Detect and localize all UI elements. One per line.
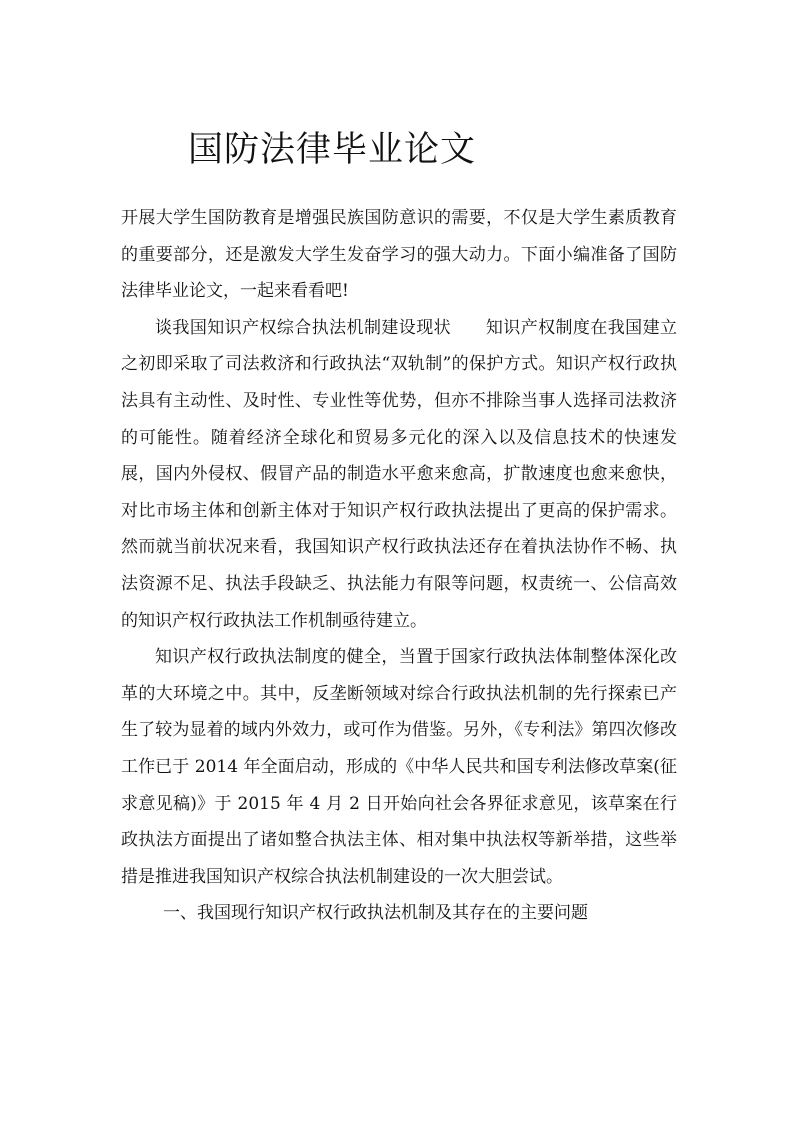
document-title: 国防法律毕业论文 <box>188 130 477 170</box>
intro-paragraph: 开展大学生国防教育是增强民族国防意识的需要，不仅是大学生素质教育的重要部分，还是激发大学生发奋学习的强大动力。下面小编准备了国防法律毕业论文，一起来看看吧! <box>121 208 677 302</box>
body-paragraph-status: 谈我国知识产权综合执法机制建设现状 知识产权制度在我国建立之初即采取了司法救济和行政执法“双轨制”的保护方式。知识产权行政执法具有主动性、及时性、专业性等优势，但亦不排除当事人选择司法救济的可能性。随着经济全球化和贸易多元化的深入以及信息技术的快速发展，国内外侵权、假冒产品的制造水平愈来愈高，扩散速度也愈来愈快，对比市场主体和创新主体对于知识产权行政执法提出了更高的保护需求。然而就当前状况来看，我国知识产权行政执法还存在着执法协作不畅、执法资源不足、执法手段缺乏、执法能力有限等问题，权责统一、公信高效的知识产权行政执法工作机制亟待建立。 <box>121 317 677 631</box>
body-paragraph-reform: 知识产权行政执法制度的健全，当置于国家行政执法体制整体深化改革的大环境之中。其中，反垄断领域对综合行政执法机制的先行探索已产生了较为显着的域内外效力，或可作为借鉴。另外，《专利法》第四次修改工作已于 2014 年全面启动，形成的《中华人民共和国专利法修改草案(征求意见稿)》于 2015 年 4 月 2 日开始向社会各界征求意见，该草案在行政执法方面提出了诸如整合执法主体、相对集中执法权等新举措，这些举措是推进我国知识产权综合执法机制建设的一次大胆尝试。 <box>121 647 677 887</box>
section-heading: 一、我国现行知识产权行政执法机制及其存在的主要问题 <box>163 903 588 924</box>
document-body <box>121 200 677 932</box>
